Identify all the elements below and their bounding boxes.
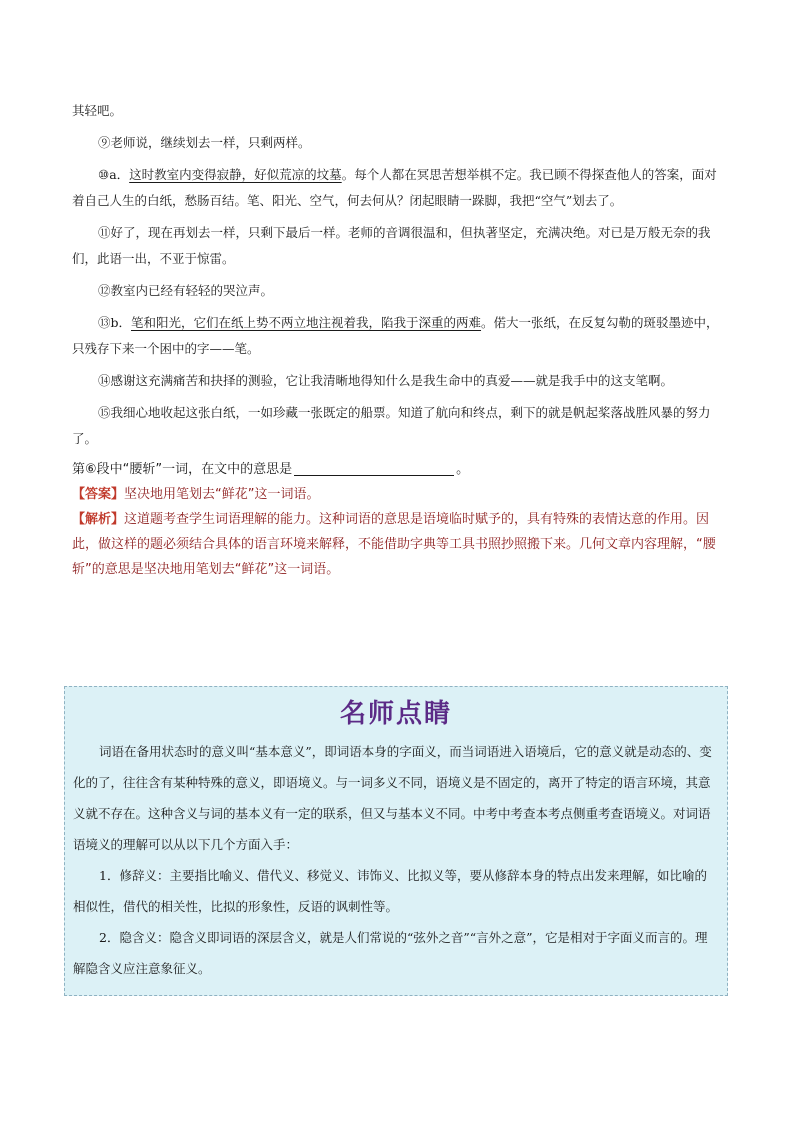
tips-box <box>64 686 728 996</box>
paragraph-13-underlined-sentence: 笔和阳光，它们在纸上势不两立地注视着我，陷我于深重的两难 <box>131 315 482 330</box>
paragraph-10 <box>72 162 722 214</box>
paragraph-15: ⑮我细心地收起这张白纸，一如珍藏一张既定的船票。知道了航向和终点，剩下的就是帆起桨落战胜风暴的努力了。 <box>72 405 711 446</box>
answer <box>72 482 722 507</box>
analysis-tag: 【解析】 <box>72 512 125 527</box>
question-end: 。 <box>456 462 470 477</box>
answer-blank <box>294 459 454 476</box>
paragraph-13 <box>72 310 722 362</box>
question <box>72 458 722 482</box>
tips-title: 名师点睛 <box>339 699 452 729</box>
paragraph-9: ⑨老师说，继续划去一样，只剩两样。 <box>98 135 311 150</box>
analysis-text: 这道题考查学生词语理解的能力。这种词语的意思是语境临时赋予的，具有特殊的表情达意的作用。因此，做这样的题必须结合具体的语言环境来解释，不能借助字典等工具书照抄照搬下来。几何文章内容理解，“腰斩”的意思是坚决地用笔划去“鲜花”这一词语。 <box>72 512 716 577</box>
tips-paragraph-3: 2．隐含义：隐含义即词语的深层含义，就是人们常说的“弦外之音”“言外之意”，它是相对于字面义而言的。理解隐含义应注意象征义。 <box>73 930 708 976</box>
document-body <box>72 98 722 582</box>
answer-tag: 【答案】 <box>72 487 125 502</box>
paragraph-11: ⑪好了，现在再划去一样，只剩下最后一样。老师的音调很温和，但执著坚定，充满决绝。对已是万般无奈的我们，此语一出，不亚于惊雷。 <box>72 225 711 266</box>
paragraph-10-rest: 。每个人都在冥思苦想举棋不定。我已顾不得探查他人的答案，面对着自己人生的白纸，愁肠百结。笔、阳光、空气，何去何从？闭起眼睛一跺脚，我把“空气”划去了。 <box>72 167 717 208</box>
paragraph-13-rest: 。偌大一张纸，在反复勾勒的斑驳墨迹中，只残存下来一个困中的字——笔。 <box>72 315 719 356</box>
answer-text: 坚决地用笔划去“鲜花”这一词语。 <box>124 487 320 502</box>
tips-body <box>65 730 727 984</box>
paragraph-14: ⑭感谢这充满痛苦和抉择的测验，它让我清晰地得知什么是我生命中的真爱——就是我手中的这支笔啊。 <box>98 373 674 388</box>
question-text: 第⑥段中“腰斩”一词，在文中的意思是 <box>72 462 293 477</box>
tips-paragraph-1: 词语在备用状态时的意义叫“基本意义”，即词语本身的字面义，而当词语进入语境后，它的意义就是动态的、变化的了，往往含有某种特殊的意义，即语境义。与一词多义不同，语境义是不固定的，离开了特定的语言环境，其意义就不存在。这种含义与词的基本义有一定的联系，但又与基本义不同。中考中考查本考点侧重考查语境义。对词语语境义的理解可以从以下几个方面入手： <box>73 744 712 852</box>
paragraph-12: ⑫教室内已经有轻轻的哭泣声。 <box>98 283 274 298</box>
paragraph-13-prefix: ⑬b． <box>98 315 132 330</box>
paragraph-10-underlined-sentence: 这时教室内变得寂静，好似荒凉的坟墓 <box>129 167 342 182</box>
paragraph-10-prefix: ⑩a． <box>98 167 130 182</box>
tips-paragraph-2: 1．修辞义：主要指比喻义、借代义、移觉义、讳饰义、比拟义等，要从修辞本身的特点出发来理解，如比喻的相似性，借代的相关性，比拟的形象性，反语的讽刺性等。 <box>73 868 707 914</box>
paragraph-continued: 其轻吧。 <box>72 103 123 118</box>
analysis <box>72 507 722 582</box>
